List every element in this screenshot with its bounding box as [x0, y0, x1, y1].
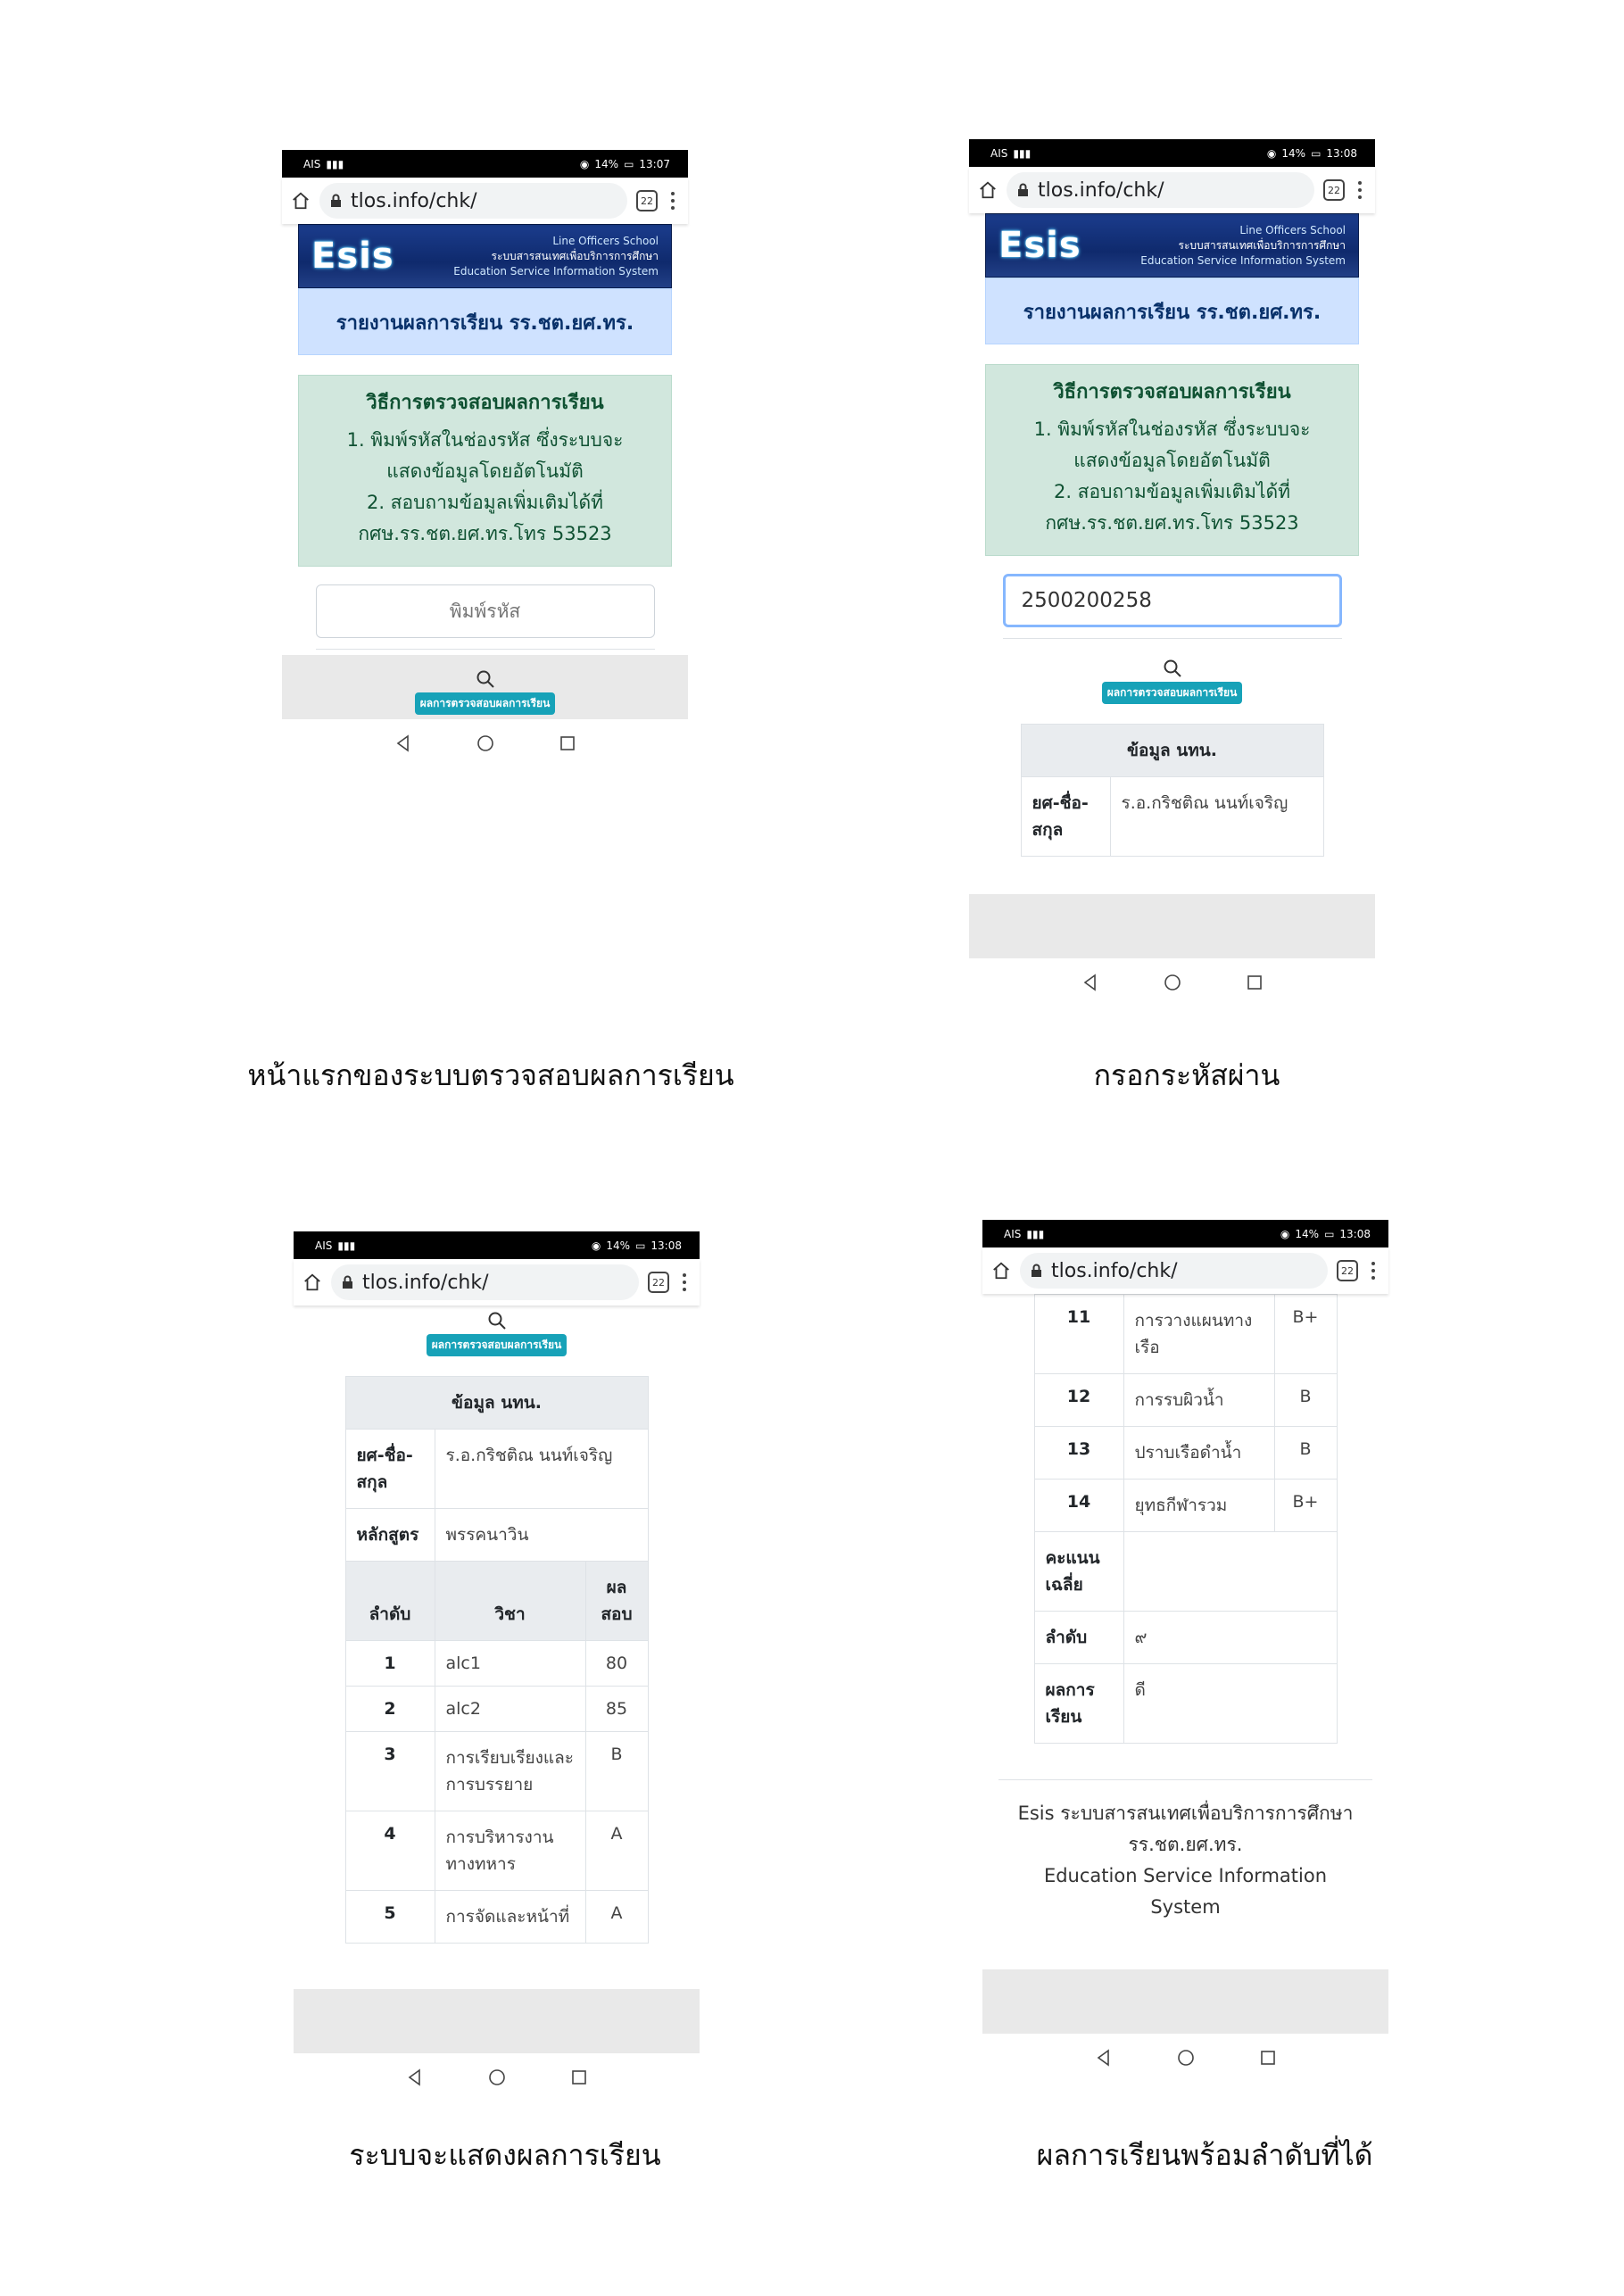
row-subject: การบริหารงานทางทหาร: [435, 1811, 585, 1891]
page-title: รายงานผลการเรียน รร.ชต.ยศ.ทร.: [985, 278, 1359, 344]
browser-bottom-area: [969, 894, 1375, 958]
row-subject: การเรียบเรียงและการบรรยาย: [435, 1732, 585, 1811]
instructions-line: 1. พิมพ์รหัสในช่องรหัส ซึ่งระบบจะ: [346, 429, 624, 451]
student-code-input[interactable]: [316, 584, 655, 638]
url-text: tlos.info/chk/: [351, 189, 477, 212]
instructions-line: กศษ.รร.ชต.ยศ.ทร.โทร 53523: [358, 523, 612, 544]
site-footer: [998, 1779, 1372, 1939]
course-value: พรรคนาวิน: [435, 1509, 648, 1562]
average-label: คะแนนเฉลี่ย: [1034, 1532, 1123, 1612]
home-icon[interactable]: [991, 1261, 1011, 1281]
course-label: หลักสูตร: [345, 1509, 435, 1562]
row-subject: การวางแผนทางเรือ: [1123, 1295, 1274, 1374]
carrier-label: AIS: [1004, 1227, 1022, 1240]
row-subject: ปราบเรือดำน้ำ: [1123, 1427, 1274, 1480]
instructions-line: กศษ.รร.ชต.ยศ.ทร.โทร 53523: [1045, 512, 1299, 534]
check-results-button[interactable]: ผลการตรวจสอบผลการเรียน: [415, 692, 556, 715]
instructions-line: 2. สอบถามข้อมูลเพิ่มเติมได้ที่: [1053, 481, 1291, 502]
name-value: ร.อ.กริชติณ นนท์เจริญ: [1110, 777, 1323, 857]
caption-landing: หน้าแรกของระบบตรวจสอบผลการเรียน: [247, 1058, 734, 1092]
back-icon[interactable]: [1081, 973, 1100, 992]
home-circle-icon[interactable]: [1163, 973, 1182, 992]
tab-switcher-icon[interactable]: 22: [1337, 1260, 1358, 1281]
info-table-header: ข้อมูล นทน.: [1021, 725, 1323, 777]
carrier-label: AIS: [990, 146, 1008, 160]
instructions-box: [298, 375, 672, 567]
home-circle-icon[interactable]: [487, 2068, 507, 2087]
page-viewport: [282, 224, 688, 709]
overflow-menu-icon[interactable]: [1367, 1262, 1380, 1280]
browser-toolbar: [282, 178, 688, 224]
phone-screenshot-code-entered: [969, 139, 1375, 1007]
table-row: [1034, 1480, 1337, 1532]
overflow-menu-icon[interactable]: [667, 192, 679, 210]
android-nav-bar: [969, 958, 1375, 1007]
browser-toolbar: [294, 1259, 700, 1305]
row-subject: การรบผิวน้ำ: [1123, 1374, 1274, 1427]
row-number: 11: [1034, 1295, 1123, 1374]
table-row: [345, 1430, 648, 1509]
page-title: รายงานผลการเรียน รร.ชต.ยศ.ทร.: [298, 288, 672, 355]
clock: 13:08: [1339, 1227, 1371, 1240]
row-result: 80: [585, 1641, 648, 1687]
banner-english-name: Education Service Information System: [1140, 253, 1346, 267]
back-icon[interactable]: [405, 2068, 425, 2087]
row-result: A: [585, 1811, 648, 1891]
phone-screenshot-results-top: [294, 1231, 700, 2101]
row-number: 13: [1034, 1427, 1123, 1480]
status-bar: [982, 1220, 1388, 1247]
address-bar[interactable]: [1020, 1253, 1328, 1289]
overflow-menu-icon[interactable]: [1354, 181, 1366, 199]
check-results-button[interactable]: ผลการตรวจสอบผลการเรียน: [427, 1334, 568, 1356]
table-row: [1021, 777, 1323, 857]
recents-icon[interactable]: [558, 734, 577, 753]
row-number: 3: [345, 1732, 435, 1811]
tab-switcher-icon[interactable]: 22: [648, 1272, 669, 1293]
home-circle-icon[interactable]: [1176, 2048, 1196, 2068]
instructions-box: [985, 364, 1359, 556]
table-row: [1034, 1664, 1337, 1744]
row-subject: alc2: [435, 1687, 585, 1732]
android-nav-bar: [282, 719, 688, 767]
status-bar: [282, 150, 688, 178]
instructions-title: วิธีการตรวจสอบผลการเรียน: [366, 392, 604, 414]
recents-icon[interactable]: [1245, 973, 1264, 992]
row-result: B: [1274, 1427, 1337, 1480]
table-row: [345, 1509, 648, 1562]
back-icon[interactable]: [394, 734, 413, 753]
tab-switcher-icon[interactable]: 22: [1323, 179, 1345, 201]
battery-percent: 14%: [1281, 146, 1306, 160]
footer-line: Esis ระบบสารสนเทศเพื่อบริการการศึกษา: [1017, 1803, 1354, 1824]
signal-icon: ▮▮▮: [337, 1239, 356, 1252]
col-rank-header: ลำดับ: [345, 1562, 435, 1641]
eye-icon: ◉: [1280, 1227, 1290, 1240]
info-table-header: ข้อมูล นทน.: [345, 1377, 648, 1430]
home-circle-icon[interactable]: [476, 734, 495, 753]
recents-icon[interactable]: [1258, 2048, 1278, 2068]
clock: 13:08: [650, 1239, 682, 1252]
page-viewport: [294, 1311, 700, 1989]
col-result-header: ผลสอบ: [585, 1562, 648, 1641]
divider: [1003, 638, 1342, 639]
banner-thai-name: ระบบสารสนเทศเพื่อบริการการศึกษา: [491, 249, 659, 262]
battery-percent: 14%: [594, 157, 619, 170]
row-subject: alc1: [435, 1641, 585, 1687]
esis-banner: [985, 213, 1359, 278]
signal-icon: ▮▮▮: [326, 157, 344, 170]
battery-icon: ▭: [635, 1239, 646, 1252]
overall-grade-label: ผลการเรียน: [1034, 1664, 1123, 1744]
search-icon: [476, 669, 495, 689]
class-rank-value: ๙: [1123, 1612, 1337, 1664]
footer-line: Education Service Information System: [1043, 1865, 1328, 1918]
eye-icon: ◉: [579, 157, 590, 170]
table-row: [1034, 1374, 1337, 1427]
row-number: 12: [1034, 1374, 1123, 1427]
instructions-title: วิธีการตรวจสอบผลการเรียน: [1053, 381, 1291, 403]
banner-school-name: Line Officers School: [552, 234, 659, 247]
battery-icon: ▭: [1324, 1227, 1335, 1240]
clock: 13:07: [639, 157, 670, 170]
table-row: [1034, 1532, 1337, 1612]
overall-grade-value: ดี: [1123, 1664, 1337, 1744]
recents-icon[interactable]: [569, 2068, 589, 2087]
url-text: tlos.info/chk/: [1038, 178, 1164, 202]
footer-line: รร.ชต.ยศ.ทร.: [1128, 1834, 1243, 1855]
row-subject: ยุทธกีฬารวม: [1123, 1480, 1274, 1532]
row-number: 14: [1034, 1480, 1123, 1532]
row-result: B: [585, 1732, 648, 1811]
carrier-label: AIS: [303, 157, 321, 170]
table-row: [1034, 1295, 1337, 1374]
grades-header-row: [345, 1562, 648, 1641]
signal-icon: ▮▮▮: [1026, 1227, 1045, 1240]
grades-table-end: [1034, 1294, 1338, 1744]
signal-icon: ▮▮▮: [1013, 146, 1032, 160]
esis-banner: [298, 224, 672, 288]
back-icon[interactable]: [1094, 2048, 1114, 2068]
banner-school-name: Line Officers School: [1239, 223, 1346, 236]
row-result: 85: [585, 1687, 648, 1732]
row-result: B: [1274, 1374, 1337, 1427]
battery-percent: 14%: [606, 1239, 631, 1252]
url-text: tlos.info/chk/: [1051, 1259, 1178, 1282]
browser-bottom-area: [294, 1989, 700, 2053]
row-number: 4: [345, 1811, 435, 1891]
instructions-line: แสดงข้อมูลโดยอัตโนมัติ: [1073, 450, 1271, 471]
row-result: B+: [1274, 1480, 1337, 1532]
battery-percent: 14%: [1295, 1227, 1320, 1240]
caption-results-top: ระบบจะแสดงผลการเรียน: [349, 2138, 661, 2172]
row-number: 2: [345, 1687, 435, 1732]
check-results-button[interactable]: ผลการตรวจสอบผลการเรียน: [1102, 682, 1243, 704]
instructions-line: 2. สอบถามข้อมูลเพิ่มเติมได้ที่: [366, 492, 604, 513]
average-value: [1123, 1532, 1337, 1612]
carrier-label: AIS: [315, 1239, 333, 1252]
overflow-menu-icon[interactable]: [678, 1273, 691, 1291]
banner-thai-name: ระบบสารสนเทศเพื่อบริการการศึกษา: [1178, 238, 1346, 252]
browser-bottom-area: [982, 1969, 1388, 2034]
home-icon[interactable]: [978, 180, 998, 200]
table-row: [345, 1687, 648, 1732]
row-result: A: [585, 1891, 648, 1944]
table-row: [345, 1732, 648, 1811]
phone-screenshot-landing: [282, 150, 688, 767]
caption-results-bottom: ผลการเรียนพร้อมลำดับที่ได้: [1036, 2138, 1373, 2172]
status-bar: [294, 1231, 700, 1259]
row-number: 5: [345, 1891, 435, 1944]
page-viewport: [982, 1294, 1388, 1969]
battery-icon: ▭: [624, 157, 634, 170]
page-viewport: [969, 213, 1375, 894]
eye-icon: ◉: [1266, 146, 1277, 160]
browser-toolbar: [969, 167, 1375, 213]
search-icon: [487, 1311, 507, 1330]
lock-icon: [330, 194, 342, 208]
divider: [316, 649, 655, 650]
name-value: ร.อ.กริชติณ นนท์เจริญ: [435, 1430, 648, 1509]
clock: 13:08: [1326, 146, 1357, 160]
phone-screenshot-results-bottom: [982, 1220, 1388, 2082]
instructions-line: แสดงข้อมูลโดยอัตโนมัติ: [386, 460, 584, 482]
battery-icon: ▭: [1311, 146, 1322, 160]
esis-logo: Esis: [311, 236, 394, 277]
instructions-line: 1. พิมพ์รหัสในช่องรหัส ซึ่งระบบจะ: [1033, 419, 1311, 440]
student-code-input[interactable]: [1003, 574, 1342, 627]
esis-logo: Esis: [998, 225, 1081, 266]
student-results-table: [345, 1376, 649, 1944]
col-subject-header: วิชา: [435, 1562, 585, 1641]
name-label: ยศ-ชื่อ-สกุล: [1021, 777, 1110, 857]
student-info-table: [1021, 724, 1324, 857]
row-number: 1: [345, 1641, 435, 1687]
address-bar[interactable]: [319, 183, 627, 219]
status-bar: [969, 139, 1375, 167]
lock-icon: [1031, 1264, 1042, 1278]
row-result: B+: [1274, 1295, 1337, 1374]
banner-english-name: Education Service Information System: [453, 264, 659, 278]
home-icon[interactable]: [291, 191, 311, 211]
caption-code-entered: กรอกระหัสผ่าน: [1093, 1058, 1280, 1092]
address-bar[interactable]: [331, 1264, 639, 1300]
android-nav-bar: [294, 2053, 700, 2101]
lock-icon: [342, 1275, 353, 1289]
browser-toolbar: [982, 1247, 1388, 1294]
row-subject: การจัดและหน้าที่: [435, 1891, 585, 1944]
table-row: [1034, 1427, 1337, 1480]
table-row: [345, 1891, 648, 1944]
search-icon: [1163, 659, 1182, 678]
table-row: [1034, 1612, 1337, 1664]
home-icon[interactable]: [302, 1272, 322, 1292]
table-row: [345, 1811, 648, 1891]
android-nav-bar: [982, 2034, 1388, 2082]
address-bar[interactable]: [1007, 172, 1314, 208]
tab-switcher-icon[interactable]: 22: [636, 190, 658, 211]
lock-icon: [1017, 183, 1029, 197]
eye-icon: ◉: [591, 1239, 601, 1252]
url-text: tlos.info/chk/: [362, 1271, 489, 1294]
class-rank-label: ลำดับ: [1034, 1612, 1123, 1664]
name-label: ยศ-ชื่อ-สกุล: [345, 1430, 435, 1509]
table-row: [345, 1641, 648, 1687]
